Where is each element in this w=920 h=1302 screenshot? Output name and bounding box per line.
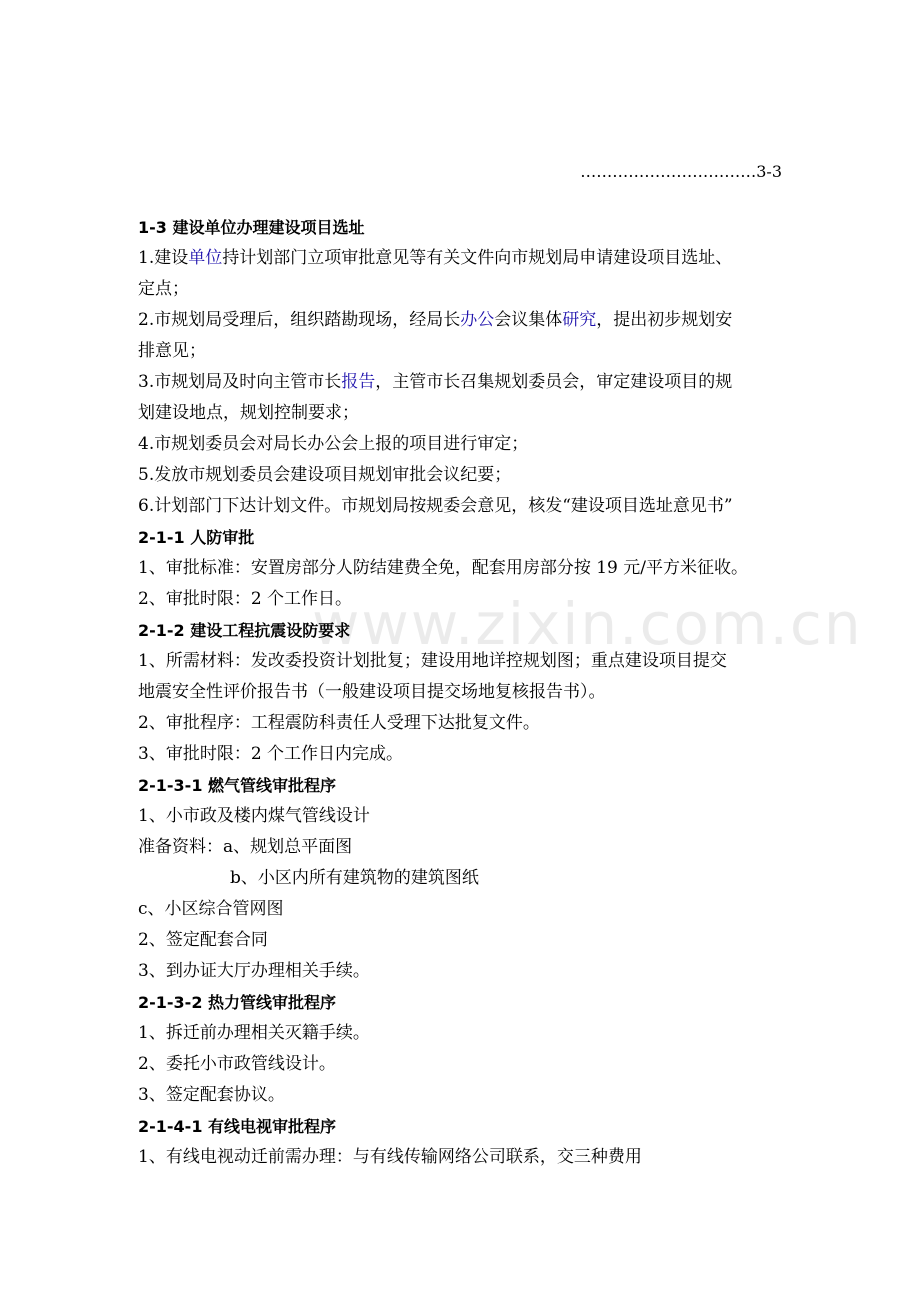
list-item: 1、审批标准：安置房部分人防结建费全免，配套用房部分按 19 元/平方米征收。: [138, 558, 748, 578]
section-heading-2-1-1: 2-1-1 人防审批: [138, 528, 255, 547]
list-item: 1、有线电视动迁前需办理：与有线传输网络公司联系，交三种费用: [138, 1147, 642, 1167]
paragraph-3: [138, 367, 786, 398]
text: 1.建设: [138, 248, 189, 268]
list-item: 3、签定配套协议。: [138, 1085, 285, 1105]
list-item: 2、审批时限：2 个工作日。: [138, 589, 353, 609]
paragraph-2: [138, 305, 786, 336]
document-body: [138, 212, 786, 1173]
link-unit[interactable]: 单位: [188, 248, 223, 268]
list-item: 1、小市政及楼内煤气管线设计: [138, 806, 370, 826]
list-item: 准备资料：a、规划总平面图: [138, 837, 353, 857]
list-item: 2、审批程序：工程震防科责任人受理下达批复文件。: [138, 713, 540, 733]
list-item-continued: 地震安全性评价报告书（一般建设项目提交场地复核报告书）。: [138, 682, 606, 702]
list-item: c、小区综合管网图: [138, 899, 284, 919]
text: 会议集体: [494, 310, 563, 330]
section-heading-2-1-3-2: 2-1-3-2 热力管线审批程序: [138, 993, 337, 1012]
list-item: 2、签定配套合同: [138, 930, 268, 950]
text: ，提出初步规划安: [596, 310, 733, 330]
list-item: 3、审批时限：2 个工作日内完成。: [138, 744, 404, 764]
link-office[interactable]: 办公: [460, 310, 495, 330]
section-heading-2-1-4-1: 2-1-4-1 有线电视审批程序: [138, 1117, 337, 1136]
paragraph-2-continued: 排意见；: [138, 341, 206, 361]
paragraph-6: 6.计划部门下达计划文件。市规划局按规委会意见，核发“建设项目选址意见书”: [138, 496, 733, 516]
section-heading-2-1-3-1: 2-1-3-1 燃气管线审批程序: [138, 776, 337, 795]
paragraph-5: 5.发放市规划委员会建设项目规划审批会议纪要；: [138, 465, 512, 485]
list-item: b、小区内所有建筑物的建筑图纸: [230, 868, 479, 888]
text: 2.市规划局受理后，组织踏勘现场，经局长: [138, 310, 461, 330]
text: 3.市规划局及时向主管市长: [138, 372, 342, 392]
text: ，主管市长召集规划委员会，审定建设项目的规: [375, 372, 733, 392]
link-report[interactable]: 报告: [341, 372, 376, 392]
paragraph-1: [138, 243, 786, 274]
list-item: 3、到办证大厅办理相关手续。: [138, 961, 370, 981]
text: 持计划部门立项审批意见等有关文件向市规划局申请建设项目选址、: [222, 248, 733, 268]
paragraph-4: 4.市规划委员会对局长办公会上报的项目进行审定；: [138, 434, 529, 454]
paragraph-3-continued: 划建设地点，规划控制要求；: [138, 403, 359, 423]
toc-page-reference: ……………………………3-3: [580, 162, 782, 181]
paragraph-1-continued: 定点；: [138, 279, 189, 299]
section-heading-2-1-2: 2-1-2 建设工程抗震设防要求: [138, 621, 351, 640]
list-item: 1、所需材料：发改委投资计划批复；建设用地详控规划图；重点建设项目提交: [138, 651, 727, 671]
list-item: 1、拆迁前办理相关灭籍手续。: [138, 1023, 370, 1043]
watermark: www.zixin.com.cn: [312, 590, 863, 658]
list-item: 2、委托小市政管线设计。: [138, 1054, 336, 1074]
link-research[interactable]: 研究: [562, 310, 597, 330]
section-heading-1-3: 1-3 建设单位办理建设项目选址: [138, 218, 365, 237]
